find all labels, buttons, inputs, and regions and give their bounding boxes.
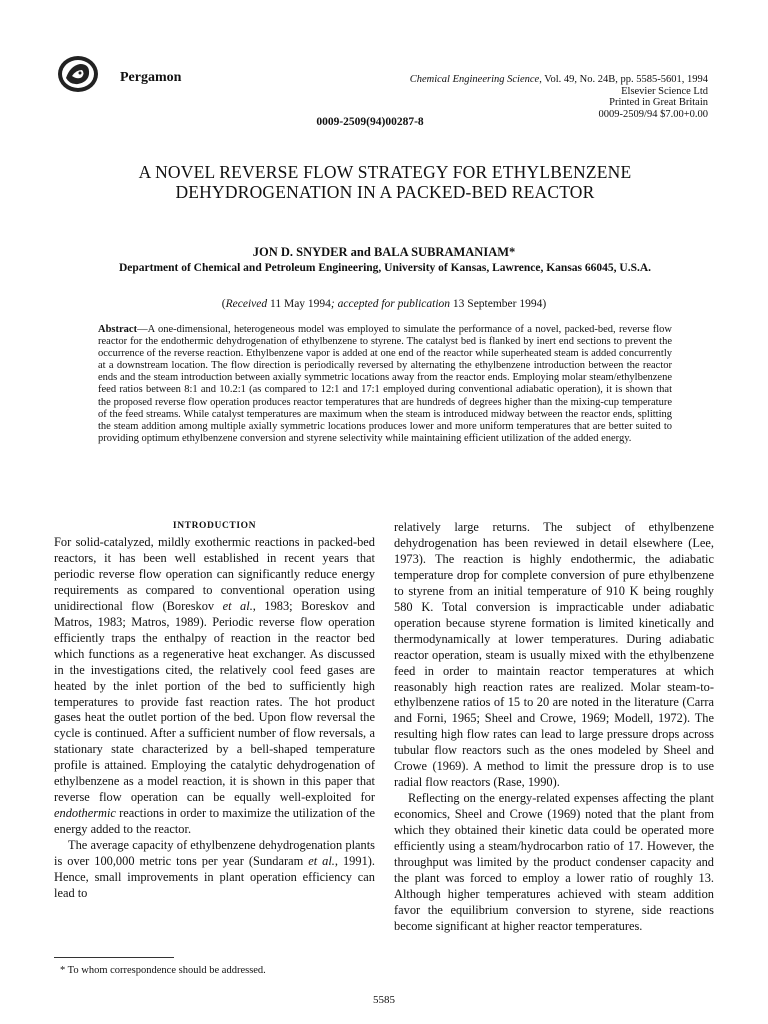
abstract: [98, 324, 672, 445]
received-dates: (Received 11 May 1994; accepted for publication 13 September 1994): [221, 298, 547, 310]
accepted-date: 13 September 1994): [450, 298, 547, 310]
accepted-label: ; accepted for publication: [330, 298, 451, 310]
left-column: [54, 520, 375, 902]
paragraph: Reflecting on the energy-related expenses affecting the plant economics, Sheel and Crowe (1969) noted that the plant from which they obtained their kinetic data could be operated more efficiently using a steam/hydrocarbon ratio of 17. However, the throughput was limited by the product condenser capacity and the plant was forced to employ a lower ratio of roughly 13. Although higher temperatures achieved with steam addition favor the equilibrium conversion to styrene, side reactions become significant at higher reactor temperatures.: [394, 791, 714, 933]
right-column: [394, 520, 714, 935]
journal-issn-line: 0009-2509/94 $7.00+0.00: [598, 108, 708, 120]
article-doi: 0009-2509(94)00287-8: [316, 116, 424, 128]
author-affiliation: Department of Chemical and Petroleum Engineering, University of Kansas, Lawrence, Kansas 66045, U.S.A.: [118, 262, 652, 274]
received-label: Received: [225, 298, 268, 310]
article-title: A NOVEL REVERSE FLOW STRATEGY FOR ETHYLBENZENE DEHYDROGENATION IN A PACKED-BED REACTOR: [138, 162, 632, 202]
footnote: * To whom correspondence should be addressed.: [60, 965, 266, 976]
page-number: 5585: [373, 994, 395, 1006]
abstract-label: Abstract: [98, 324, 138, 335]
paragraph: For solid-catalyzed, mildly exothermic reactions in packed-bed reactors, it has been well established in recent years that periodic reverse flow operation can significantly reduce energy requirements as compared to conventional operation using unidirectional flow (Boreskov et al., 1983; Boreskov and Matros, 1983; Matros, 1989). Periodic reverse flow operation efficiently traps the enthalpy of reaction in the reactor bed which functions as a regenerative heat exchanger. As discussed in the investigations cited, the relatively cool feed gases are heated by the inlet portion of the bed to sufficiently high temperatures to provide fast reaction rates. The hot product gases heat the outlet portion of the bed. Upon flow reversal the cycle is continued. After a sufficient number of flow reversals, a stationary state characterized by a bell-shaped temperature profile is attained. Employing the catalytic dehydrogenation of ethylbenzene as a model reaction, it is shown in this paper that reverse flow operation can be equally well-exploited for endothermic reactions in order to maximize the utilization of the energy added to the reactor.: [54, 535, 375, 837]
abstract-text: —A one-dimensional, heterogeneous model was employed to simulate the performance of a novel, packed-bed, reverse flow reactor for the endothermic dehydrogenation of ethylbenzene to styrene. The catalyst bed is flanked by inert end sections to prevent the occurrence of the reverse reaction. Ethylbenzene vapor is added at one end of the reactor while superheated steam is added concurrently at a downstream location. The flow direction is periodically reversed by alternating the ethylbenzene introduction between the reactor ends and the steam introduction between axially symmetric locations away from the reactor ends. Employing molar steam/ethylbenzene feed ratios between 8:1 and 10.2:1 (as compared to 12:1 and 17:1 employed during conventional adiabatic operation), it is shown that the proposed reverse flow operation produces reactor temperatures that are hundreds of degrees higher than the mixing-cup temperature of the feed streams. While catalyst temperatures are maximum when the steam is introduced midway between the reactor ends, splitting the steam addition among multiple axially symmetric locations produces lower and more uniform temperatures that are better suited to providing optimum ethylbenzene conversion and styrene selectivity while maintaining efficient utilization of the added energy.: [98, 324, 672, 444]
journal-name: Chemical Engineering Science: [409, 74, 540, 85]
paragraph: relatively large returns. The subject of ethylbenzene dehydrogenation has been reviewed in detail elsewhere (Lee, 1973). The reaction is highly endothermic, the adiabatic temperature drop for complete conversion of pure ethylbenzene to styrene from an initial temperature of 910 K being roughly 580 K. Total conversion is impracticable under adiabatic operation because styrene formation is limited kinetically and thermodynamically at lower temperatures. During adiabatic reactor operation, steam is usually mixed with the ethylbenzene feed in order to maintain reactor temperatures at which reasonably high reaction rates are realized. Molar steam-to-ethylbenzene ratios of 15 to 20 are noted in the literature (Carra and Forni, 1965; Sheel and Crowe, 1969; Modell, 1972). The resulting high flow rates can lead to large pressure drops across tubular flow reactors such as the ones modeled by Sheel and Crowe (1969). A method to limit the pressure drop is to use radial flow reactors (Rase, 1990).: [394, 520, 714, 790]
received-date: 11 May 1994: [267, 298, 331, 310]
journal-info: [348, 74, 708, 120]
journal-publisher-line: Elsevier Science Ltd: [621, 85, 708, 97]
paragraph: The average capacity of ethylbenzene dehydrogenation plants is over 100,000 metric tons per year (Sundaram et al., 1991). Hence, small improvements in plant operation efficiency can lead to: [54, 838, 375, 900]
article-authors: JON D. SNYDER and BALA SUBRAMANIAM*: [252, 245, 516, 259]
section-heading: INTRODUCTION: [172, 521, 257, 531]
pergamon-logo-icon: [56, 54, 100, 94]
publisher-name: Pergamon: [120, 70, 182, 85]
journal-citation: [348, 74, 708, 86]
footnote-divider: [54, 957, 174, 958]
journal-printed-line: Printed in Great Britain: [609, 97, 708, 108]
journal-volume: , Vol. 49, No. 24B, pp. 5585-5601, 1994: [539, 74, 708, 85]
